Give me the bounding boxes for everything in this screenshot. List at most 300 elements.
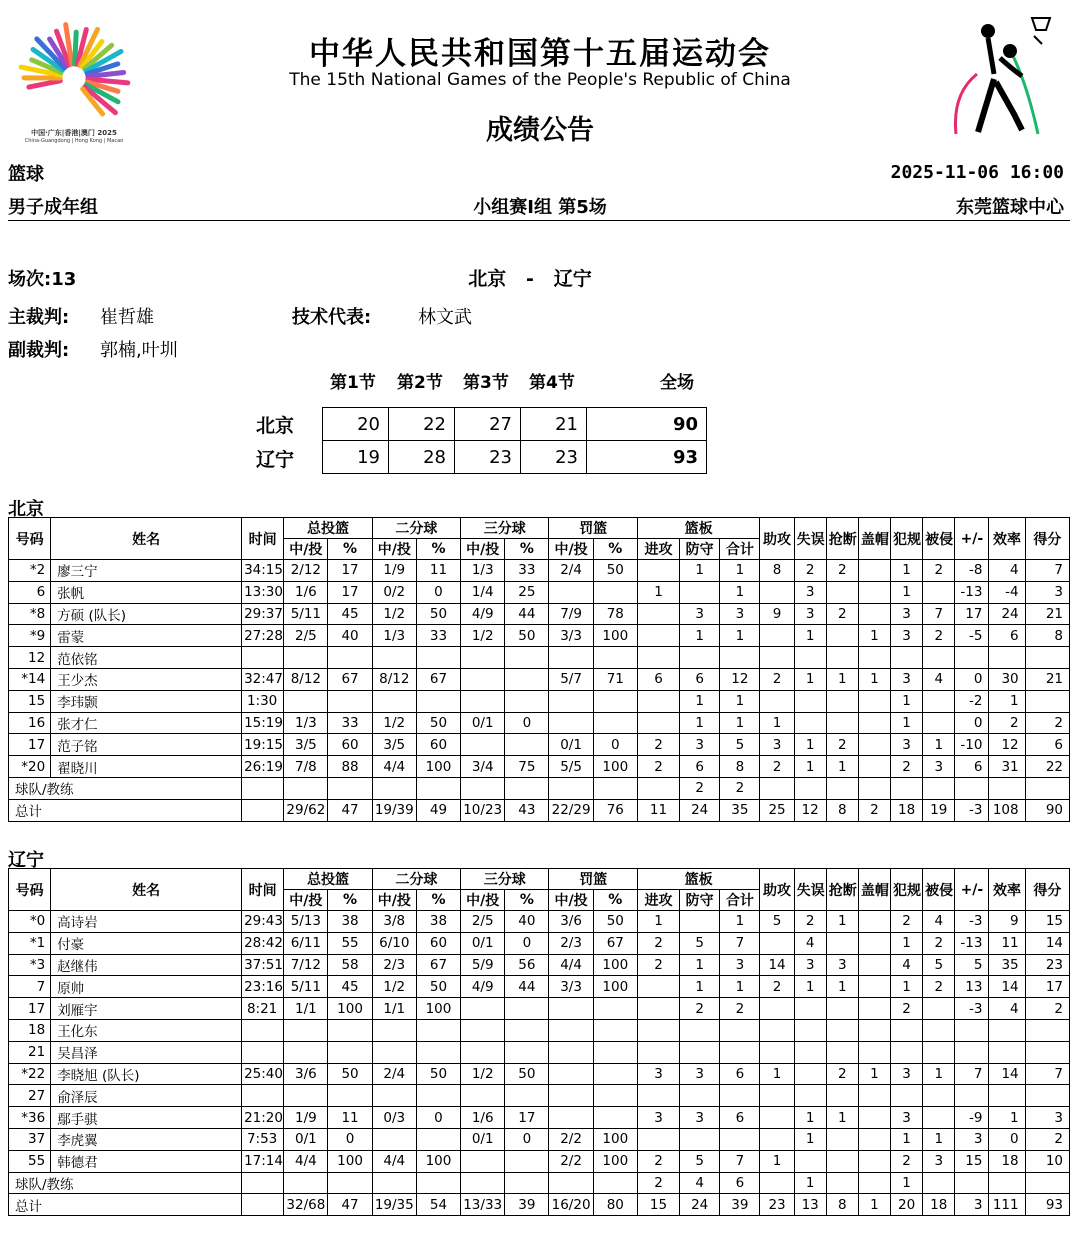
row-label: 总计	[9, 799, 242, 821]
stat-cell: 2	[760, 976, 794, 998]
col-header-pct: %	[505, 890, 549, 911]
stat-cell	[637, 976, 679, 998]
stat-cell: 4	[680, 1172, 720, 1194]
stat-cell: -5	[955, 625, 989, 647]
stat-cell: 8/12	[284, 668, 328, 690]
stat-cell	[505, 734, 549, 756]
col-header-made-att: 中/投	[372, 890, 416, 911]
stat-cell: 6	[720, 1172, 760, 1194]
stat-cell: 0/3	[372, 1107, 416, 1129]
stat-cell: 39	[505, 1194, 549, 1216]
player-number: 12	[9, 647, 51, 669]
quarter-header: 第1节	[330, 373, 376, 393]
stat-cell: 2/12	[284, 560, 328, 582]
stat-cell: 1	[891, 560, 923, 582]
total-header: 全场	[660, 373, 694, 393]
stat-cell: 1	[720, 581, 760, 603]
stat-cell: 4/9	[461, 603, 505, 625]
player-name: 翟晓川	[51, 756, 242, 778]
stat-cell	[549, 1063, 593, 1085]
col-header-stl: 抢断	[826, 518, 858, 560]
stat-cell: 3	[794, 954, 826, 976]
points: 2	[1025, 712, 1069, 734]
stat-cell: 1	[826, 756, 858, 778]
team-title: 北京	[8, 499, 44, 520]
stat-cell: 2	[826, 560, 858, 582]
player-name: 王少杰	[51, 668, 242, 690]
stat-cell: 5	[720, 734, 760, 756]
stat-cell: 1	[680, 560, 720, 582]
player-number: 17	[9, 998, 51, 1020]
stat-cell: 1/9	[372, 560, 416, 582]
stat-cell: 4	[989, 560, 1025, 582]
stat-cell: 4	[923, 668, 955, 690]
stat-cell	[858, 1172, 890, 1194]
stat-cell: 1	[720, 712, 760, 734]
stat-cell	[955, 1172, 989, 1194]
stat-cell: 1/6	[284, 581, 328, 603]
stat-cell	[328, 647, 372, 669]
stat-cell	[593, 647, 637, 669]
stat-cell: 1	[720, 560, 760, 582]
stat-cell	[923, 690, 955, 712]
col-header-tot: 合计	[720, 890, 760, 911]
stat-cell: 3/5	[284, 734, 328, 756]
stat-cell	[794, 712, 826, 734]
stat-cell: 2	[637, 954, 679, 976]
points	[1025, 1085, 1069, 1107]
stat-cell	[549, 690, 593, 712]
stat-cell	[593, 777, 637, 799]
stat-cell	[680, 1128, 720, 1150]
stat-cell: 15	[955, 1150, 989, 1172]
stat-cell: 2	[760, 668, 794, 690]
score-team-name: 辽宁	[256, 449, 295, 471]
stat-cell: 1	[858, 1063, 890, 1085]
stat-cell	[923, 1085, 955, 1107]
stat-cell: 1	[858, 668, 890, 690]
stat-cell: 6/10	[372, 932, 416, 954]
stat-cell: 3	[680, 1063, 720, 1085]
stat-cell: 1	[923, 734, 955, 756]
col-header-pct: %	[505, 539, 549, 560]
stat-cell: 5/9	[461, 954, 505, 976]
points: 3	[1025, 581, 1069, 603]
stat-cell: 50	[416, 603, 460, 625]
stat-cell: 17	[328, 560, 372, 582]
round-label: 小组赛I组 第5场	[473, 197, 607, 218]
stat-cell	[593, 1107, 637, 1129]
stat-cell	[549, 712, 593, 734]
stat-cell: 3	[637, 1107, 679, 1129]
player-row	[9, 911, 1070, 933]
stat-cell	[858, 932, 890, 954]
col-header-def: 防守	[680, 539, 720, 560]
col-header-pct: %	[328, 539, 372, 560]
player-row	[9, 690, 1070, 712]
player-name: 高诗岩	[51, 911, 242, 933]
stat-cell: 3	[720, 603, 760, 625]
stat-cell: 60	[416, 932, 460, 954]
minutes	[242, 1085, 284, 1107]
stat-cell: 3/5	[372, 734, 416, 756]
stat-cell	[505, 998, 549, 1020]
stat-cell: 67	[416, 954, 460, 976]
stat-cell: 3	[955, 1128, 989, 1150]
player-name: 张才仁	[51, 712, 242, 734]
team-title: 辽宁	[8, 850, 44, 871]
stat-cell	[826, 625, 858, 647]
stat-cell: 1	[760, 712, 794, 734]
stat-cell	[923, 777, 955, 799]
stat-cell	[593, 1063, 637, 1085]
stat-cell: 33	[416, 625, 460, 647]
player-name: 韩德君	[51, 1150, 242, 1172]
player-number: 21	[9, 1041, 51, 1063]
stat-cell: 30	[989, 668, 1025, 690]
stat-cell	[923, 1041, 955, 1063]
stat-cell: 1	[891, 712, 923, 734]
stat-cell	[284, 1019, 328, 1041]
col-header-pts: 得分	[1025, 869, 1069, 911]
stat-cell: 0	[328, 1128, 372, 1150]
stat-cell: 0/1	[549, 734, 593, 756]
col-header-ast: 助攻	[760, 518, 794, 560]
points: 3	[1025, 1107, 1069, 1129]
stat-cell	[794, 690, 826, 712]
stat-cell	[826, 581, 858, 603]
player-name: 范子铭	[51, 734, 242, 756]
stat-cell: 2	[923, 932, 955, 954]
stat-cell	[372, 1128, 416, 1150]
player-name: 刘雁宇	[51, 998, 242, 1020]
stat-cell: 7	[720, 1150, 760, 1172]
row-label: 球队/教练	[9, 1172, 242, 1194]
stat-cell: 7	[923, 603, 955, 625]
minutes: 34:15	[242, 560, 284, 582]
stat-cell: 3	[891, 1107, 923, 1129]
stat-cell: 32/68	[284, 1194, 328, 1216]
col-header-fd: 被侵	[923, 869, 955, 911]
stat-cell	[372, 1085, 416, 1107]
stat-cell: 1	[891, 1128, 923, 1150]
stat-cell: 8	[760, 560, 794, 582]
stat-cell: 50	[505, 1063, 549, 1085]
col-header-tot: 合计	[720, 539, 760, 560]
stat-cell: 1	[680, 976, 720, 998]
player-name: 付豪	[51, 932, 242, 954]
match-datetime: 2025-11-06 16:00	[890, 162, 1064, 183]
stat-cell: 47	[328, 799, 372, 821]
stat-cell	[858, 581, 890, 603]
player-row	[9, 625, 1070, 647]
assistant-referee-label: 副裁判:	[8, 340, 70, 361]
stat-cell: 6	[989, 625, 1025, 647]
stat-cell: 1	[760, 1150, 794, 1172]
stat-cell	[505, 690, 549, 712]
stat-cell: 60	[416, 734, 460, 756]
stat-cell	[858, 1085, 890, 1107]
stat-cell	[760, 998, 794, 1020]
col-header-pct: %	[416, 539, 460, 560]
stat-cell: 45	[328, 603, 372, 625]
stat-cell	[760, 932, 794, 954]
category-label: 男子成年组	[8, 197, 98, 218]
stat-cell	[955, 1085, 989, 1107]
player-name: 吴昌泽	[51, 1041, 242, 1063]
col-header-name: 姓名	[51, 869, 242, 911]
stat-cell: 1	[680, 690, 720, 712]
stat-cell: 2	[794, 911, 826, 933]
stat-cell: 2	[826, 734, 858, 756]
minutes: 7:53	[242, 1128, 284, 1150]
box-score-table	[8, 868, 1070, 1216]
col-header-2pt: 二分球	[372, 518, 460, 539]
player-row	[9, 603, 1070, 625]
stat-cell	[549, 581, 593, 603]
stat-cell: 38	[416, 911, 460, 933]
logo-subtext: China-Guangdong | Hong Kong | Macao	[24, 138, 124, 144]
stat-cell	[794, 1150, 826, 1172]
stat-cell	[858, 690, 890, 712]
stat-cell: 2	[923, 625, 955, 647]
col-header-rebounds: 篮板	[637, 518, 760, 539]
stat-cell	[593, 1041, 637, 1063]
stat-cell: 100	[416, 998, 460, 1020]
col-header-blk: 盖帽	[858, 518, 890, 560]
quarter-score: 22	[389, 408, 455, 441]
stat-cell: 5	[923, 954, 955, 976]
col-header-pct: %	[593, 890, 637, 911]
stat-cell: 1	[989, 690, 1025, 712]
stat-cell: 2	[891, 998, 923, 1020]
stat-cell: 8	[720, 756, 760, 778]
player-row	[9, 1150, 1070, 1172]
minutes	[242, 1041, 284, 1063]
stat-cell: 1/3	[372, 625, 416, 647]
player-row	[9, 1063, 1070, 1085]
col-header-3pt: 三分球	[461, 869, 549, 890]
stat-cell: 100	[328, 998, 372, 1020]
col-header-time: 时间	[242, 869, 284, 911]
stat-cell	[923, 581, 955, 603]
stat-cell: 33	[505, 560, 549, 582]
player-name: 李虎翼	[51, 1128, 242, 1150]
stat-cell: 1	[923, 1128, 955, 1150]
stat-cell	[989, 1085, 1025, 1107]
stat-cell	[923, 647, 955, 669]
player-number: *22	[9, 1063, 51, 1085]
stat-cell	[989, 1172, 1025, 1194]
stat-cell: 0	[505, 1128, 549, 1150]
stat-cell	[794, 777, 826, 799]
col-header-blk: 盖帽	[858, 869, 890, 911]
stat-cell: 29/62	[284, 799, 328, 821]
minutes: 17:14	[242, 1150, 284, 1172]
minutes: 37:51	[242, 954, 284, 976]
col-header-ast: 助攻	[760, 869, 794, 911]
player-row	[9, 1085, 1070, 1107]
venue-label: 东莞篮球中心	[956, 197, 1064, 218]
stat-cell	[637, 1041, 679, 1063]
stat-cell	[416, 647, 460, 669]
stat-cell: 50	[505, 625, 549, 647]
points: 93	[1025, 1194, 1069, 1216]
stat-cell: -13	[955, 932, 989, 954]
stat-cell: 67	[416, 668, 460, 690]
stat-cell: 2	[720, 998, 760, 1020]
stat-cell	[549, 1019, 593, 1041]
stat-cell: 45	[328, 976, 372, 998]
quarter-score: 21	[521, 408, 587, 441]
stat-cell: 12	[720, 668, 760, 690]
stat-cell	[461, 1150, 505, 1172]
stat-cell	[923, 1019, 955, 1041]
stat-cell	[858, 976, 890, 998]
col-header-pf: 犯规	[891, 518, 923, 560]
stat-cell: 2	[637, 1150, 679, 1172]
col-header-made-att: 中/投	[284, 890, 328, 911]
quarter-score: 23	[455, 441, 521, 474]
stat-cell: 8	[826, 799, 858, 821]
stat-cell: 3/3	[549, 976, 593, 998]
stat-cell: 1	[794, 625, 826, 647]
points: 2	[1025, 998, 1069, 1020]
player-number: 55	[9, 1150, 51, 1172]
stat-cell: 2	[858, 799, 890, 821]
player-number: *14	[9, 668, 51, 690]
stat-cell	[416, 1085, 460, 1107]
player-number: 27	[9, 1085, 51, 1107]
stat-cell: 0	[505, 932, 549, 954]
stat-cell: 1	[794, 976, 826, 998]
quarter-score: 23	[521, 441, 587, 474]
stat-cell: 40	[328, 625, 372, 647]
quarter-score: 27	[455, 408, 521, 441]
stat-cell: 50	[593, 560, 637, 582]
stat-cell: 13	[955, 976, 989, 998]
stat-cell	[760, 1128, 794, 1150]
player-number: *9	[9, 625, 51, 647]
points	[1025, 690, 1069, 712]
stat-cell	[416, 1172, 460, 1194]
player-name: 俞泽辰	[51, 1085, 242, 1107]
stat-cell: -2	[955, 690, 989, 712]
stat-cell: 60	[328, 734, 372, 756]
stat-cell: 1/2	[372, 603, 416, 625]
stat-cell: 1	[720, 911, 760, 933]
stat-cell	[461, 734, 505, 756]
stat-cell: 3	[923, 1150, 955, 1172]
stat-cell: 1	[826, 1107, 858, 1129]
stat-cell: 1	[720, 976, 760, 998]
row-label: 球队/教练	[9, 777, 242, 799]
stat-cell: 1	[989, 1107, 1025, 1129]
stat-cell	[955, 777, 989, 799]
stat-cell: 4	[923, 911, 955, 933]
stat-cell	[891, 1041, 923, 1063]
minutes: 19:15	[242, 734, 284, 756]
stat-cell: 1/1	[372, 998, 416, 1020]
stat-cell	[794, 1019, 826, 1041]
stat-cell: -13	[955, 581, 989, 603]
stat-cell	[461, 1019, 505, 1041]
stat-cell	[989, 1041, 1025, 1063]
header-divider	[8, 220, 1070, 221]
stat-cell: 0	[505, 712, 549, 734]
stat-cell	[760, 690, 794, 712]
stat-cell: 4	[989, 998, 1025, 1020]
points: 7	[1025, 1063, 1069, 1085]
col-header-pct: %	[328, 890, 372, 911]
stat-cell: 2	[891, 911, 923, 933]
col-header-made-att: 中/投	[284, 539, 328, 560]
minutes	[242, 1172, 284, 1194]
stat-cell: 50	[416, 1063, 460, 1085]
stat-cell: 35	[989, 954, 1025, 976]
stat-cell	[826, 712, 858, 734]
stat-cell: 25	[760, 799, 794, 821]
stat-cell	[760, 581, 794, 603]
stat-cell: 3	[680, 1107, 720, 1129]
stat-cell: 4/4	[372, 1150, 416, 1172]
stat-cell: 6	[680, 668, 720, 690]
stat-cell: 0/1	[461, 932, 505, 954]
stat-cell: 9	[760, 603, 794, 625]
stat-cell	[593, 712, 637, 734]
stat-cell	[720, 1085, 760, 1107]
stat-cell: -8	[955, 560, 989, 582]
stat-cell: 78	[593, 603, 637, 625]
minutes: 21:20	[242, 1107, 284, 1129]
stat-cell: 0	[593, 734, 637, 756]
stat-cell: 1	[826, 976, 858, 998]
stat-cell: 13/33	[461, 1194, 505, 1216]
stat-cell	[794, 998, 826, 1020]
stat-cell	[989, 647, 1025, 669]
stat-cell	[328, 690, 372, 712]
stat-cell: 1	[794, 1128, 826, 1150]
stat-cell	[989, 777, 1025, 799]
stat-cell: 11	[989, 932, 1025, 954]
stat-cell: 6	[637, 668, 679, 690]
stat-cell	[760, 1085, 794, 1107]
stat-cell: 2/2	[549, 1150, 593, 1172]
stat-cell: 1	[891, 932, 923, 954]
points: 17	[1025, 976, 1069, 998]
col-header-made-att: 中/投	[461, 890, 505, 911]
stat-cell: 1	[680, 712, 720, 734]
stat-cell	[760, 1107, 794, 1129]
stat-cell: 3	[891, 1063, 923, 1085]
stat-cell	[760, 1172, 794, 1194]
stat-cell: 2	[637, 932, 679, 954]
stat-cell: 3	[637, 1063, 679, 1085]
stat-cell	[720, 1128, 760, 1150]
player-row	[9, 712, 1070, 734]
stat-cell: 6	[680, 756, 720, 778]
matchup: 北京 - 辽宁	[468, 268, 592, 290]
stat-cell: 4/4	[372, 756, 416, 778]
stat-cell: 3	[760, 734, 794, 756]
stat-cell: 7/12	[284, 954, 328, 976]
stat-cell: 12	[794, 799, 826, 821]
col-header-pts: 得分	[1025, 518, 1069, 560]
stat-cell: 88	[328, 756, 372, 778]
stat-cell: 2	[720, 777, 760, 799]
header-row	[9, 518, 1070, 539]
stat-cell: 19/35	[372, 1194, 416, 1216]
